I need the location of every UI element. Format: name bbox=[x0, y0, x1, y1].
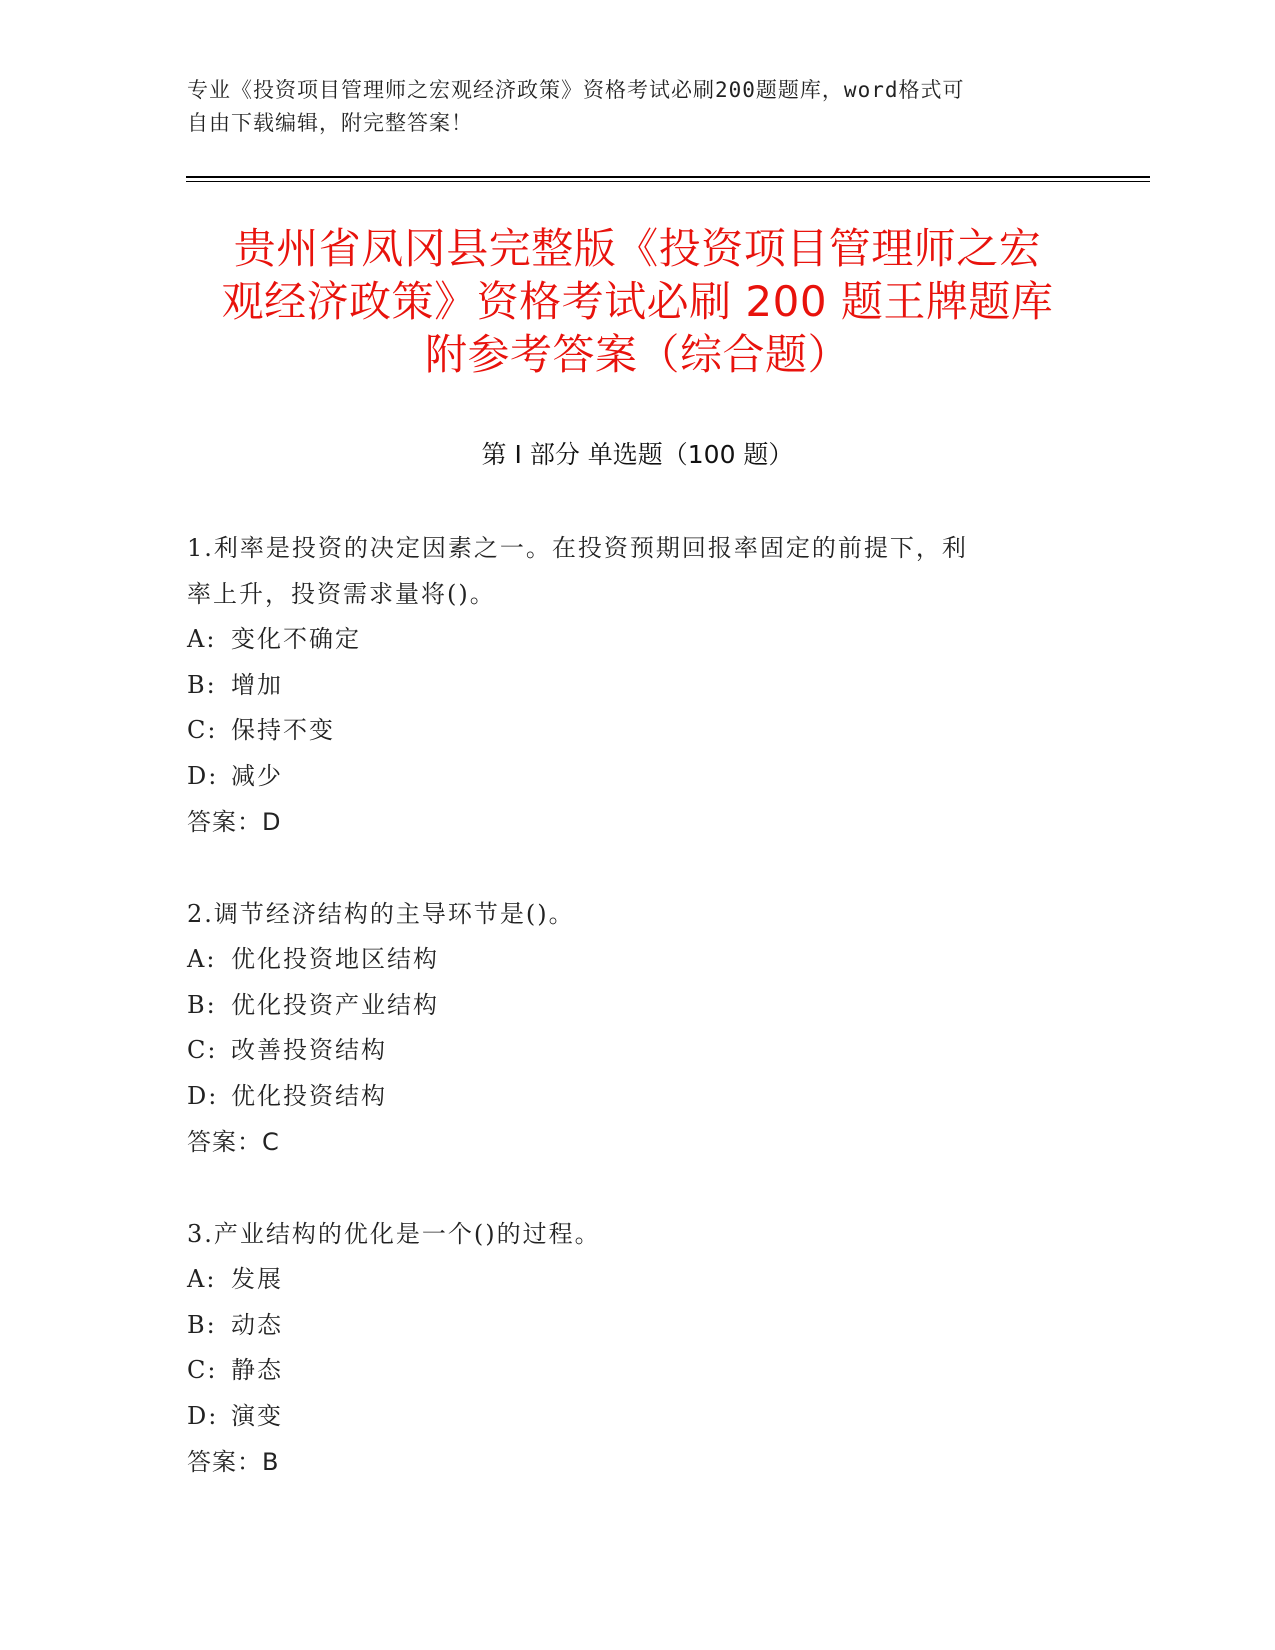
answer-line: 答案：C bbox=[187, 1128, 280, 1156]
option-a bbox=[187, 1257, 1067, 1303]
document-title-line-2: 观经济政策》资格考试必刷 200 题王牌题库 bbox=[221, 277, 1054, 326]
header-rule-thin bbox=[186, 181, 1150, 182]
option-c bbox=[187, 1348, 1067, 1394]
question-stem: 3.产业结构的优化是一个()的过程。 bbox=[187, 1220, 601, 1248]
option-d bbox=[187, 754, 1067, 800]
option-text: 变化不确定 bbox=[231, 625, 361, 653]
option-text: 优化投资结构 bbox=[231, 1081, 387, 1110]
header-note bbox=[187, 74, 1067, 140]
question-3 bbox=[187, 1211, 1067, 1485]
option-b bbox=[187, 663, 1067, 709]
option-c bbox=[187, 1028, 1067, 1074]
option-letter: D: bbox=[187, 1081, 219, 1110]
document-title-line-1: 贵州省凤冈县完整版《投资项目管理师之宏 bbox=[233, 224, 1042, 273]
option-text: 发展 bbox=[231, 1265, 283, 1293]
option-text: 演变 bbox=[231, 1401, 283, 1430]
answer-line: 答案：B bbox=[187, 1448, 280, 1476]
option-text: 优化投资产业结构 bbox=[231, 990, 439, 1019]
option-text: 改善投资结构 bbox=[231, 1036, 387, 1064]
question-2 bbox=[187, 891, 1067, 1165]
option-letter: C: bbox=[187, 716, 218, 744]
option-c bbox=[187, 708, 1067, 754]
document-title bbox=[170, 222, 1105, 381]
option-d bbox=[187, 1394, 1067, 1440]
question-list bbox=[187, 525, 1067, 1531]
option-letter: A: bbox=[187, 1265, 217, 1293]
option-a bbox=[187, 937, 1067, 983]
document-title-line-3: 附参考答案（综合题） bbox=[424, 330, 850, 379]
question-stem: 2.调节经济结构的主导环节是()。 bbox=[187, 900, 575, 928]
option-letter: D: bbox=[187, 761, 219, 790]
option-a bbox=[187, 617, 1067, 663]
option-letter: B: bbox=[187, 670, 217, 699]
option-d bbox=[187, 1074, 1067, 1120]
option-letter: D: bbox=[187, 1401, 219, 1430]
option-b bbox=[187, 983, 1067, 1029]
answer-line: 答案：D bbox=[187, 808, 282, 836]
section-title: 第 I 部分 单选题（100 题） bbox=[481, 440, 794, 469]
header-note-line-1: 专业《投资项目管理师之宏观经济政策》资格考试必刷200题题库，word格式可 bbox=[187, 78, 965, 102]
option-text: 动态 bbox=[231, 1310, 283, 1339]
option-text: 减少 bbox=[231, 761, 283, 790]
option-letter: A: bbox=[187, 945, 217, 973]
option-b bbox=[187, 1303, 1067, 1349]
header-note-line-2: 自由下载编辑，附完整答案！ bbox=[187, 111, 473, 135]
question-stem-continued: 率上升，投资需求量将()。 bbox=[187, 580, 496, 608]
option-text: 增加 bbox=[231, 670, 283, 699]
question-1 bbox=[187, 525, 1067, 845]
option-letter: C: bbox=[187, 1036, 218, 1064]
option-letter: B: bbox=[187, 990, 217, 1019]
option-letter: B: bbox=[187, 1310, 217, 1339]
option-text: 优化投资地区结构 bbox=[231, 945, 439, 973]
option-letter: A: bbox=[187, 625, 217, 653]
header-rule-thick bbox=[186, 176, 1150, 178]
option-text: 保持不变 bbox=[231, 716, 335, 744]
option-letter: C: bbox=[187, 1356, 218, 1384]
option-text: 静态 bbox=[231, 1356, 283, 1384]
question-stem: 1.利率是投资的决定因素之一。在投资预期回报率固定的前提下，利 bbox=[187, 534, 968, 562]
